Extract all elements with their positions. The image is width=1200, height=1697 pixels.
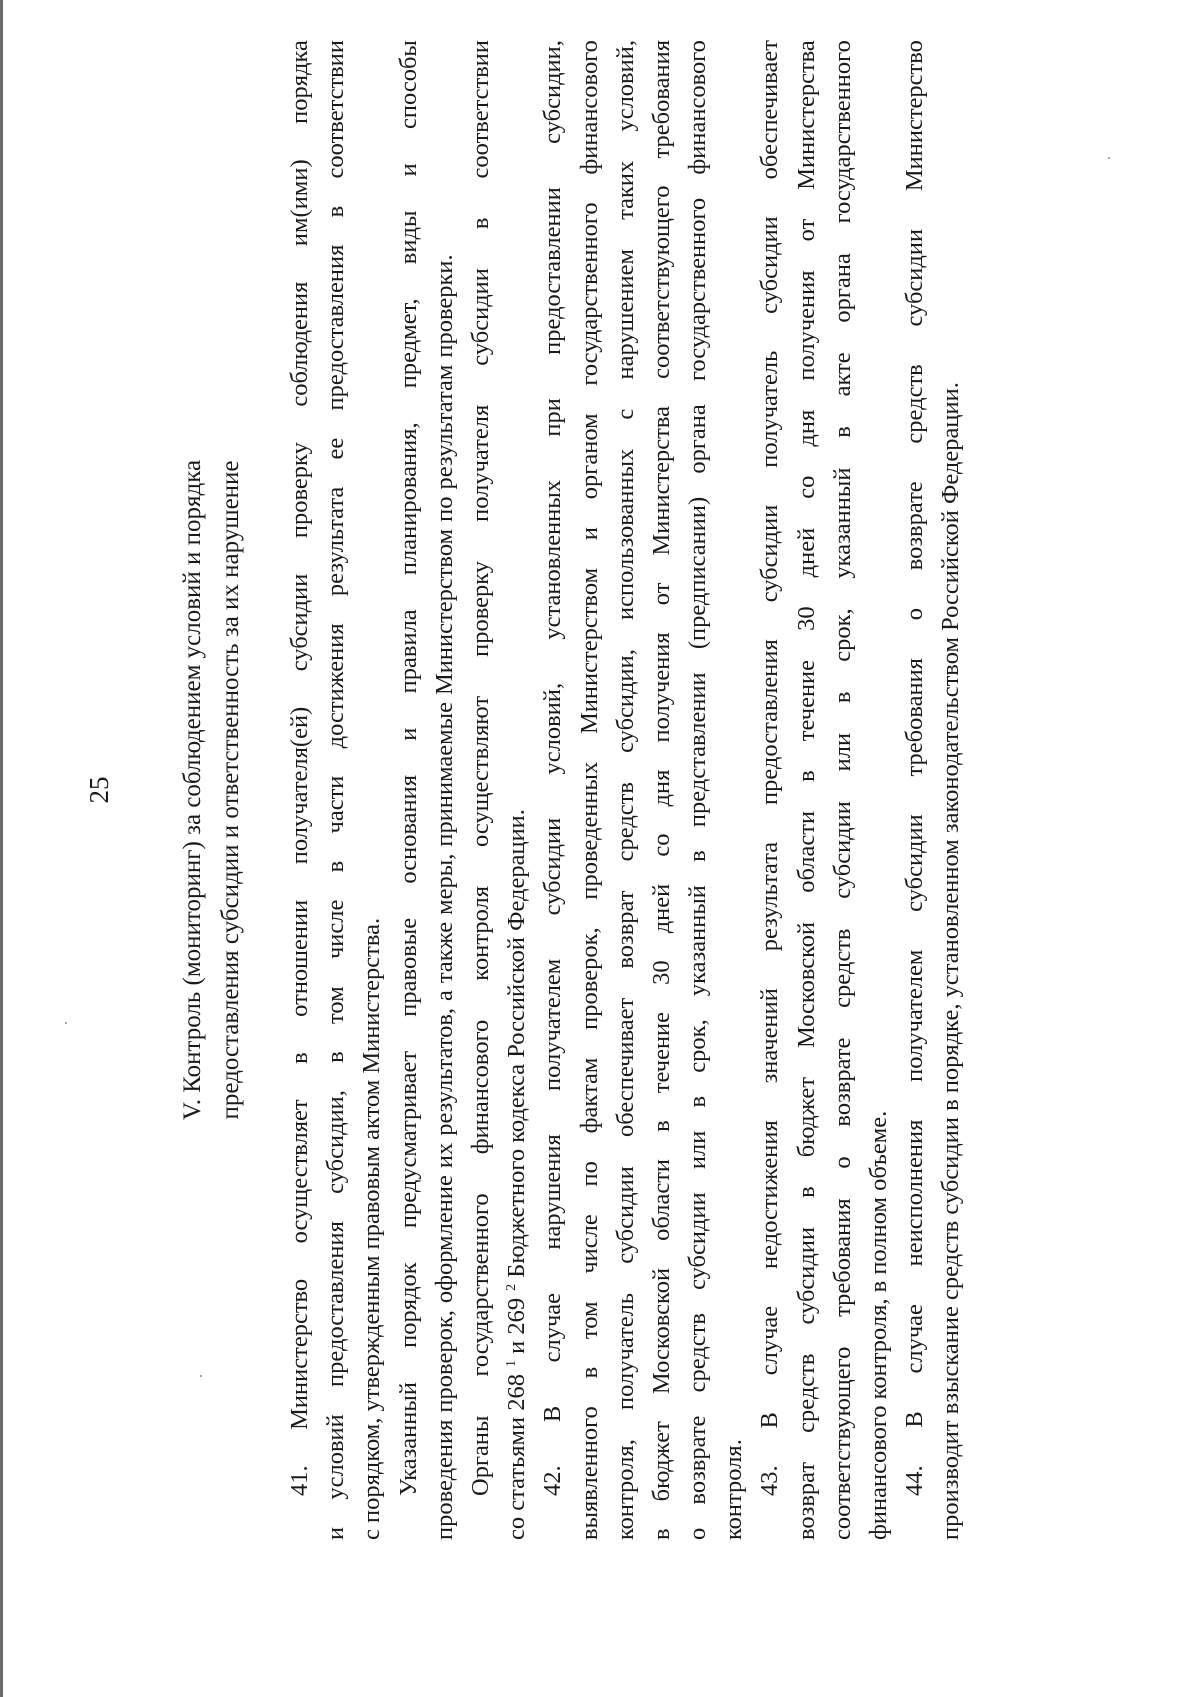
word: соответствии (466, 40, 494, 179)
text-line (752, 40, 788, 1540)
paragraph-p42 (535, 40, 752, 1540)
word: нарушением (611, 249, 639, 380)
word: в (792, 770, 820, 782)
word: В (539, 1405, 567, 1423)
word: бюджет (792, 1077, 820, 1158)
word: государственного (575, 202, 603, 386)
word: получатель (756, 350, 784, 468)
text-line (572, 40, 608, 1540)
word: получателя (466, 404, 494, 522)
word: проведенных (575, 761, 603, 900)
word: от (647, 582, 675, 606)
word: результатам (430, 364, 458, 490)
word: неисполнения (901, 1119, 929, 1267)
word: области (647, 1158, 675, 1241)
word: с (611, 408, 639, 420)
word: при (539, 398, 567, 437)
word: субсидии (756, 504, 784, 603)
word: органом (575, 413, 603, 500)
word: получателя(ей) (286, 706, 313, 865)
word: проверку (466, 560, 494, 657)
word: государственного (684, 197, 712, 382)
scan-speck (1108, 157, 1110, 159)
word: субсидии, (611, 649, 639, 753)
word: срок, (828, 608, 856, 662)
word: финансового (466, 1019, 494, 1155)
word: средств (828, 928, 856, 1008)
word: правовые (394, 917, 422, 1017)
word: основания (394, 774, 422, 884)
citation-text (499, 802, 535, 1540)
body-text (282, 40, 970, 1540)
word: случае (901, 1304, 929, 1374)
word: государственного (828, 40, 856, 224)
word: финансового (684, 40, 712, 175)
word: соблюдения (286, 281, 313, 407)
word: течение (792, 659, 820, 742)
paragraph-p41b (391, 40, 463, 1540)
word: предусматривает (394, 1050, 422, 1229)
word: меры, (430, 853, 458, 915)
text-line (716, 40, 752, 1540)
section-heading-line-2: предоставления субсидии и ответственность за их нарушение (217, 460, 244, 1120)
word: финансового (575, 40, 603, 175)
text-line (354, 40, 390, 1540)
word: виды (394, 210, 422, 265)
word: Министерства (792, 40, 820, 190)
word: числе (322, 899, 350, 960)
word: соответствии (322, 40, 350, 179)
word: проверки. (430, 254, 458, 358)
word: в (575, 1366, 603, 1379)
word: возврате (684, 1415, 712, 1505)
word: требования (828, 1198, 856, 1317)
word: в (647, 1120, 675, 1132)
word: (предписании) (684, 496, 712, 650)
word: случае (756, 1305, 784, 1376)
word: условий (322, 1414, 350, 1500)
word: субсидии (792, 1226, 820, 1325)
word: 42. (539, 1465, 567, 1496)
word: о (684, 1527, 712, 1540)
word: субсидии (684, 1192, 712, 1290)
word: в (792, 1186, 820, 1198)
word: субсидии, (322, 1090, 350, 1194)
word: способы (394, 40, 422, 129)
word: получатель (611, 1292, 639, 1411)
word: органа (684, 404, 712, 474)
word: Министерство (901, 40, 929, 192)
word: или (828, 732, 856, 772)
word: В (901, 1411, 929, 1428)
section-heading (174, 40, 250, 1540)
word: также (430, 921, 458, 984)
word: том (575, 1301, 603, 1340)
word: возврат (792, 1461, 820, 1540)
word: фактам (575, 1057, 603, 1134)
word: со (792, 475, 820, 499)
word: оформление (430, 1175, 458, 1304)
word: контроля. (720, 1439, 748, 1540)
word: по (430, 496, 458, 522)
text-run: и 269 (503, 1297, 531, 1360)
word: требования (647, 40, 675, 159)
word: получения (647, 632, 675, 743)
word: 43. (756, 1465, 784, 1496)
word: течение (647, 1011, 675, 1094)
word: субсидии (286, 573, 313, 672)
word: указанный (828, 467, 856, 579)
word: нарушения (539, 1134, 567, 1250)
word: акте (828, 352, 856, 397)
word: таких (611, 160, 639, 220)
word: Московской (792, 921, 820, 1048)
word: и (575, 526, 603, 541)
text-line (427, 40, 463, 1540)
word: бюджет (647, 1421, 675, 1502)
scan-edge (0, 0, 3, 1697)
word: и (394, 727, 422, 741)
word: Московской (647, 1267, 675, 1395)
word: или (684, 1130, 712, 1170)
word: достижения (322, 623, 350, 749)
word: случае (539, 1292, 567, 1363)
word: субсидии (901, 228, 929, 327)
word: срок, (684, 1019, 712, 1073)
word: порядок (394, 1262, 422, 1348)
word: предоставления (756, 639, 784, 806)
word: субсидии (828, 801, 856, 899)
word: дней (647, 883, 675, 934)
word: государственного (466, 1193, 494, 1377)
text-line (499, 40, 535, 1540)
word: значений (756, 988, 784, 1084)
word: условий, (611, 40, 639, 132)
word: субсидии (756, 216, 784, 314)
word: предоставления (322, 244, 350, 411)
word: использованных (611, 448, 639, 620)
text-line (608, 40, 644, 1540)
word: субсидии (466, 268, 494, 366)
text-line (282, 40, 318, 1540)
word: области (792, 810, 820, 893)
superscript: 2 (503, 1283, 519, 1291)
word: части (322, 775, 350, 834)
word: представлении (684, 672, 712, 828)
word: порядка (286, 40, 313, 124)
word: 41. (286, 1465, 313, 1496)
word: в (286, 1052, 313, 1064)
word: предоставлении (539, 187, 567, 355)
word: с порядком, утвержденным правовым актом Министерства. (358, 917, 386, 1540)
word: предмет, (394, 298, 422, 389)
word: проверок, (575, 927, 603, 1030)
word: и (322, 1526, 350, 1540)
word: в (322, 860, 350, 873)
word: 44. (901, 1465, 929, 1496)
word: отношении (286, 899, 313, 1017)
word: субсидии (539, 817, 567, 916)
word: планирования, (394, 422, 422, 576)
superscript: 1 (503, 1359, 519, 1367)
word: субсидии (611, 1166, 639, 1264)
page-number: 25 (84, 776, 114, 804)
word: в (684, 1095, 712, 1108)
word: дней (792, 527, 820, 578)
text-line (391, 40, 427, 1540)
word: недостижения (756, 1120, 784, 1269)
text-run: со статьями 268 (503, 1373, 531, 1540)
word: дня (792, 409, 820, 447)
text-line (535, 40, 571, 1540)
section-heading-line-1: V. Контроль (мониторинг) за соблюдением условий и порядка (179, 459, 206, 1121)
word: их (430, 1142, 458, 1169)
word: принимаемые (430, 701, 458, 847)
word: получателем (539, 958, 567, 1091)
word: указанный (684, 885, 712, 997)
word: о (901, 608, 929, 621)
word: контроля (466, 886, 494, 981)
word: Министерством (575, 567, 603, 734)
text-line (861, 40, 897, 1540)
word: правила (394, 609, 422, 694)
word: Министерством (430, 528, 458, 695)
word: возврате (828, 1037, 856, 1127)
word: Указанный (394, 1382, 422, 1496)
word: соответствующего (828, 1346, 856, 1540)
word: субсидии, (539, 40, 567, 144)
word: получения (792, 270, 820, 381)
text-line (318, 40, 354, 1540)
word: осуществляют (466, 695, 494, 847)
text-run: Бюджетного кодекса Российской Федерации. (503, 809, 531, 1284)
word: средств (792, 1353, 820, 1433)
word: получателем (901, 949, 929, 1082)
word: и (394, 163, 422, 177)
word: им(ими) (286, 159, 313, 247)
word: в (322, 205, 350, 218)
word: контроля, (611, 1439, 639, 1540)
word: производит взыскание средств субсидии в порядке, установленном законодательством Российской Федерации. (937, 382, 965, 1540)
word: условий, (539, 682, 567, 775)
word: проверку (286, 442, 313, 539)
word: в (828, 426, 856, 438)
word: обеспечивает (611, 997, 639, 1138)
word: осуществляет (286, 1099, 313, 1244)
word: числе (575, 1214, 603, 1274)
word: по (575, 1161, 603, 1187)
paragraph-p43 (752, 40, 897, 1540)
word: от (792, 218, 820, 242)
word: финансового контроля, в полном объеме. (865, 1110, 892, 1540)
word: обеспечивает (756, 40, 784, 180)
word: средств (684, 1313, 712, 1393)
text-line (825, 40, 861, 1540)
word: в (322, 1051, 350, 1063)
word: возврат (611, 890, 639, 969)
word: выявленного (575, 1406, 603, 1540)
word: средств (901, 364, 929, 444)
word: Министерство (286, 1278, 313, 1430)
word: Органы (466, 1415, 494, 1496)
text-line (644, 40, 680, 1540)
text-line (463, 40, 499, 1540)
rotated-page (70, 40, 1070, 1540)
word: ее (322, 437, 350, 460)
word: 30 (647, 960, 675, 985)
word: возврате (901, 481, 929, 571)
text-line (897, 40, 933, 1540)
word: результата (756, 841, 784, 952)
word: со (647, 833, 675, 857)
word: проведения (430, 1419, 458, 1540)
word: дня (647, 769, 675, 807)
word: Министерства (647, 405, 675, 556)
word: в (684, 850, 712, 862)
word: проверок, (430, 1310, 458, 1413)
word: соответствующего (647, 185, 675, 379)
paragraph-p41c (463, 40, 535, 1540)
text-line (680, 40, 716, 1540)
word: в (647, 1528, 675, 1540)
word: результата (322, 486, 350, 597)
word: в (466, 217, 494, 230)
text-line (933, 40, 969, 1540)
scan-speck (65, 1022, 67, 1024)
word: о (828, 1156, 856, 1169)
word: том (322, 986, 350, 1024)
word: а (430, 990, 458, 1001)
word: установленных (539, 479, 567, 640)
word: требования (901, 658, 929, 777)
word: органа (828, 253, 856, 323)
text-line (789, 40, 825, 1540)
word: предоставления (322, 1221, 350, 1387)
word: субсидии (901, 814, 929, 912)
word: в (828, 691, 856, 704)
word: результатов, (430, 1007, 458, 1136)
word: В (756, 1412, 784, 1429)
paragraph-p44 (897, 40, 969, 1540)
word: 30 (792, 606, 820, 631)
paragraph-p41 (282, 40, 391, 1540)
word: средств (611, 782, 639, 862)
